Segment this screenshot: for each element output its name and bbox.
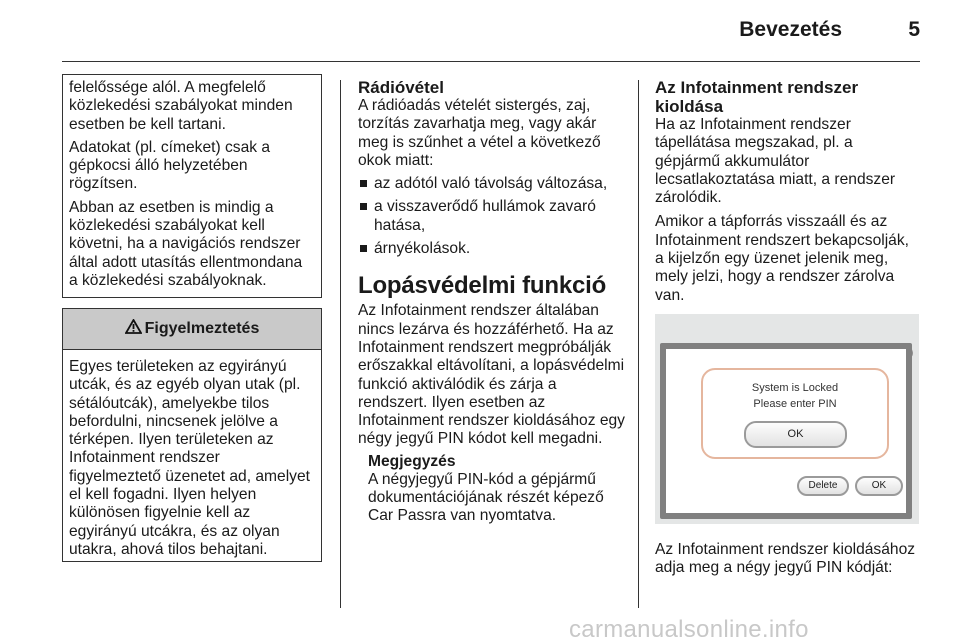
page-number: 5 <box>908 18 920 41</box>
unlock-heading: Az Infotainment rendszer kioldása <box>655 78 859 116</box>
figure-caption: Az Infotainment rendszer kioldásához adja meg a négy jegyű PIN kódját: <box>655 541 916 577</box>
right-column <box>655 78 921 305</box>
note-title: Megjegyzés <box>368 452 456 470</box>
theft-protection-text: Az Infotainment rendszer általában nincs lezárva és hozzáférhető. Ha az Infotainment rendszert megpróbálják erőszakkal eltávolítani, a lopásvédelmi funkció aktiválódik és zárja a rendszert. Ilyen esetben az Infotainment rendszer kioldásához egy négy jegyű PIN kódot kell megadni. <box>358 302 625 448</box>
theft-protection-heading: Lopásvédelmi funkció <box>358 272 607 300</box>
note-block <box>368 453 630 526</box>
radio-reception-heading: Rádióvétel <box>358 78 444 97</box>
unlock-paragraph: Amikor a tápforrás visszaáll és az Infotainment rendszert bekapcsolják, a kijelzőn egy üzenet jelenik meg, mely jelzi, hogy a rendszer zárolva van. <box>655 213 909 304</box>
column-divider-right <box>638 80 639 608</box>
radio-reception-intro: A rádióadás vételét sistergés, zaj, torzítás zavarhatja meg, vagy akár meg is szűnhet a vétel a következő okok miatt: <box>358 97 601 169</box>
enter-pin-message: Please enter PIN <box>753 398 837 410</box>
box-paragraph: Adatokat (pl. címeket) csak a gépkocsi álló helyzetében rögzítsen. <box>69 138 271 193</box>
column-divider-left <box>340 80 341 608</box>
box-paragraph: Abban az esetben is mindig a közlekedési szabályokat kell követni, ha a navigációs rendszer által adott utasítás ellentmondana a közlekedési szabályoknak. <box>69 198 303 289</box>
ok-button: OK <box>855 476 903 496</box>
warning-triangle-icon <box>125 319 142 339</box>
delete-button: Delete <box>797 476 849 496</box>
warning-text: Egyes területeken az egyirányú utcák, és az egyéb olyan utak (pl. sétálóutcák), amelyekbe tilos befordulni, nincsenek jelölve a térképen. Ilyen területeken az Infotainment rendszer figyelmeztető üzenetet ad, amelyet el kell fogadni. Ilyen helyen különösen figyelnie kell az egyirányú utcákra, és az olyan utakra, ahová tilos behajtani. <box>69 358 310 558</box>
note-text: A négyjegyű PIN-kód a gépjármű dokumentációjának részét képező Car Passra van nyomtatva. <box>368 470 604 525</box>
dialog-ok-button: OK <box>744 421 847 448</box>
screen-display <box>666 349 906 513</box>
pin-code-screen-illustration <box>655 314 919 524</box>
page-header <box>62 0 920 58</box>
unlock-paragraph: Ha az Infotainment rendszer tápellátása megszakad, pl. a gépjármű akkumulátor lecsatlakoztatása miatt, a rendszer zárolódik. <box>655 116 896 207</box>
screen-frame <box>660 343 912 519</box>
box-paragraph: felelőssége alól. A megfelelő közlekedési szabályokat minden esetben be kell tartani. <box>69 79 293 133</box>
warning-header <box>63 309 321 350</box>
interference-list <box>358 175 630 258</box>
list-item: árnyékolások. <box>358 240 630 258</box>
page-title: Bevezetés <box>739 18 842 41</box>
warning-title: Figyelmeztetés <box>144 320 260 337</box>
list-item: az adótól való távolság változása, <box>358 175 630 193</box>
continued-info-box <box>62 74 322 298</box>
middle-column <box>358 78 630 526</box>
bullet-square-icon <box>360 203 367 210</box>
warning-box <box>62 308 322 562</box>
list-item: a visszaverődő hullámok zavaró hatása, <box>358 198 630 235</box>
locked-dialog <box>701 368 889 459</box>
bullet-square-icon <box>360 245 367 252</box>
bullet-square-icon <box>360 180 367 187</box>
locked-message: System is Locked <box>751 382 839 394</box>
header-rule <box>62 61 920 62</box>
watermark: carmanualsonline.info <box>569 616 809 643</box>
